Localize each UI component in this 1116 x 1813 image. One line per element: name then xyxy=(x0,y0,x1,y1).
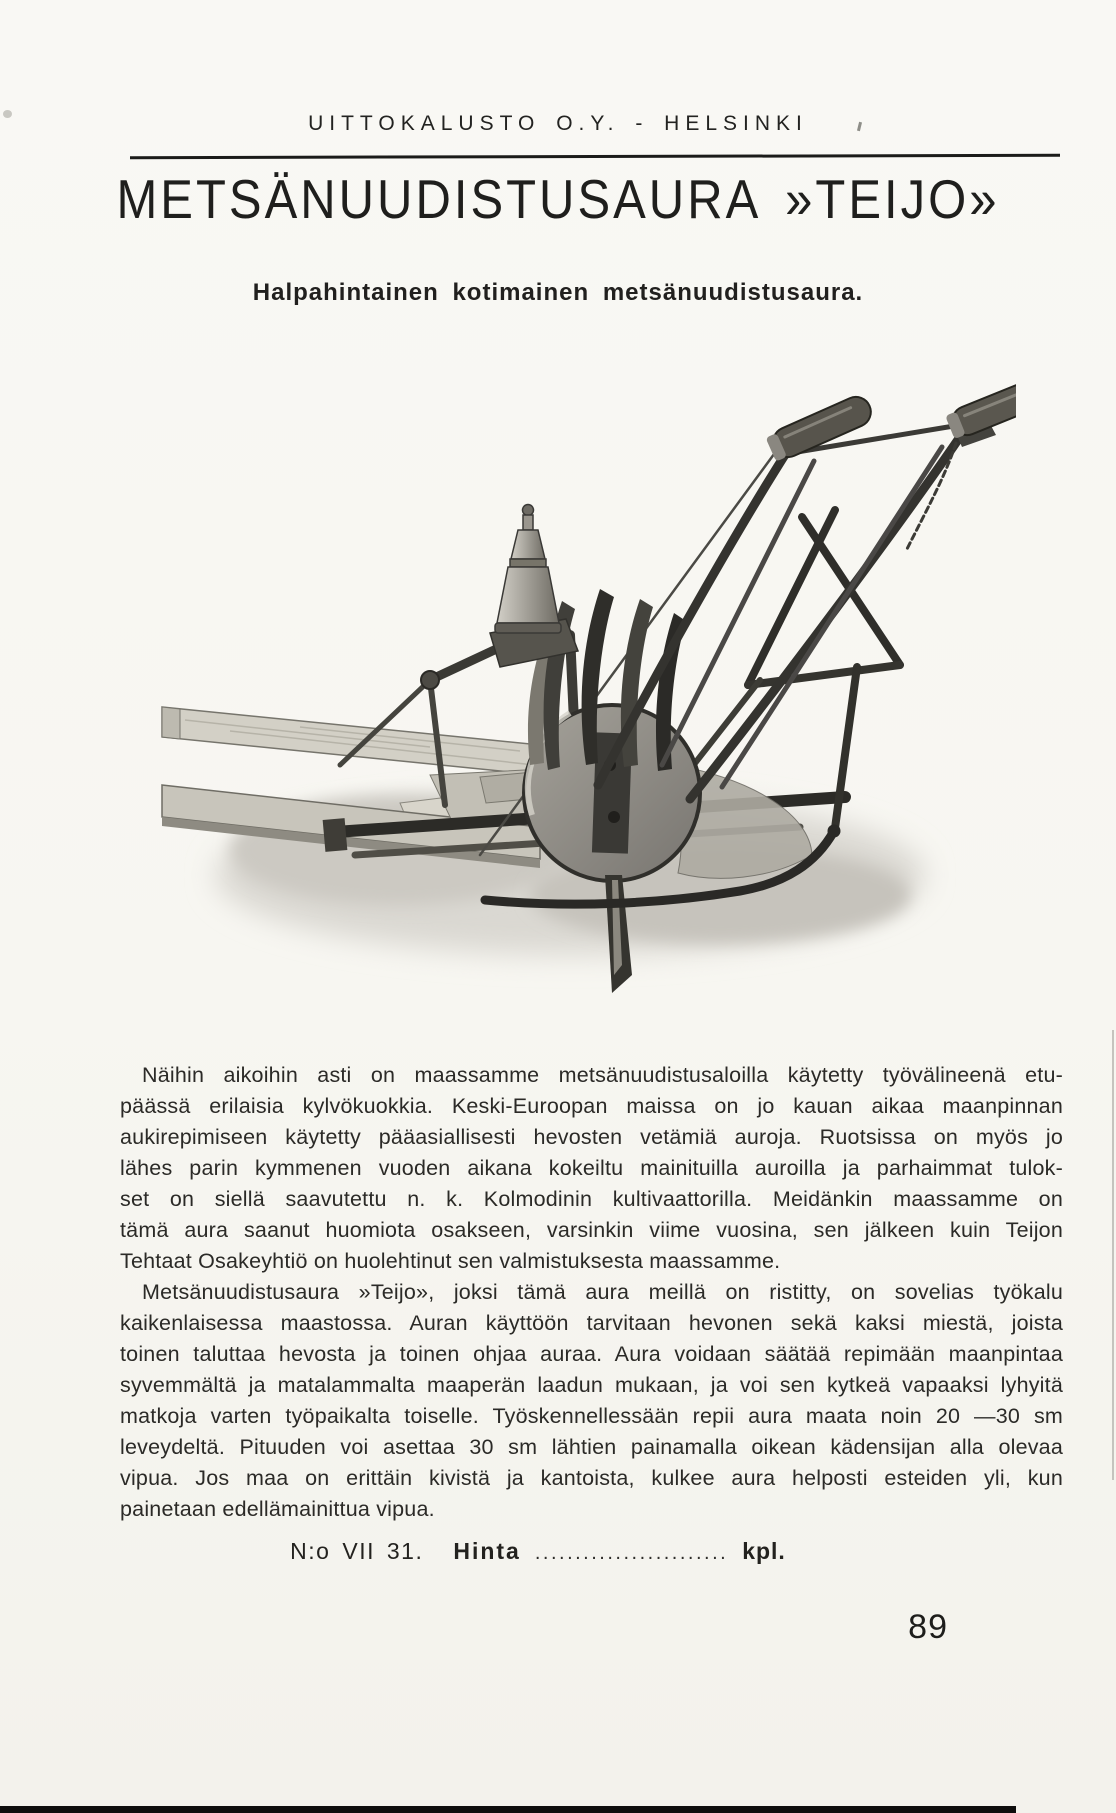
text-line: päässä erilaisia kylvökuokkia. Keski-Euroopan maissa on jo kauan aikaa maanpinnan xyxy=(120,1094,1063,1118)
text-line: toinen taluttaa hevosta ja toinen ohjaa auraa. Aura voidaan säätää repimään maanpintaa xyxy=(120,1342,1063,1366)
scan-bottom-bar xyxy=(0,1806,1016,1813)
article-number: N:o VII 31. xyxy=(290,1538,424,1564)
page-subtitle: Halpahintainen kotimainen metsänuudistusaura. xyxy=(252,279,864,306)
page-title: METSÄNUUDISTUSAURA »TEIJO» xyxy=(116,169,1000,231)
body-text xyxy=(120,1060,1063,1525)
text-line: matkoja varten työpaikalta toiselle. Työskennellessään repii aura maata noin 20 —30 sm xyxy=(120,1404,1063,1428)
publisher-header: UITTOKALUSTO O.Y. - HELSINKI xyxy=(308,112,808,135)
header-rule xyxy=(130,154,1060,159)
scan-edge-line xyxy=(1112,1030,1114,1480)
text-line: aukirepimiseen käytetty pääasiallisesti hevosten vetämiä auroja. Ruotsissa on myös jo xyxy=(120,1125,1063,1149)
price-label: Hinta xyxy=(453,1538,521,1564)
text-line: vipua. Jos maa on erittäin kivistä ja kantoista, kulkee aura helposti esteiden yli, kun xyxy=(120,1466,1063,1490)
text-line: Metsänuudistusaura »Teijo», joksi tämä aura meillä on ristitty, on sovelias työkalu xyxy=(142,1280,1063,1304)
text-line: kaikenlaisessa maastossa. Auran käyttöön tarvitaan hevonen sekä kaksi miestä, joista xyxy=(120,1311,1063,1335)
left-handle-grip xyxy=(765,392,876,463)
text-line: syvemmältä ja matalammalta maaperän laadun mukaan, ja voi sen kytkeä vapaaksi lyhyitä xyxy=(120,1373,1063,1397)
plow-illustration xyxy=(100,335,1016,1045)
unit-label: kpl. xyxy=(742,1538,786,1564)
right-handle-grip xyxy=(944,374,1016,441)
paragraph xyxy=(120,1060,1063,1277)
text-line: leveydeltä. Pituuden voi asettaa 30 sm lähtien painamalla oikean kädensijan alla olevaa xyxy=(120,1435,1063,1459)
text-line: painetaan edellämainittua vipua. xyxy=(120,1497,435,1521)
grease-cone xyxy=(495,505,561,634)
text-line: Näihin aikoihin asti on maassamme metsänuudistusaloilla käytetty työvälineenä etu- xyxy=(142,1063,1063,1087)
text-line: lähes parin kymmenen vuoden aikana kokeiltu mainituilla auroilla ja parhaimmat tulok- xyxy=(120,1156,1063,1180)
price-dotted-blank: ........................ xyxy=(534,1542,729,1564)
page-number: 89 xyxy=(908,1608,948,1646)
order-line xyxy=(0,1538,1096,1565)
paragraph xyxy=(120,1277,1063,1525)
scan-speck-corner xyxy=(3,110,12,118)
text-line: Tehtaat Osakeyhtiö on huolehtinut sen valmistuksesta maassamme. xyxy=(120,1249,781,1273)
text-line: tämä aura saanut huomiota osakseen, varsinkin viime vuosina, sen jälkeen kuin Teijon xyxy=(120,1218,1063,1242)
text-line: set on siellä saavutettu n. k. Kolmodinin kultivaattorilla. Meidänkin maassamme on xyxy=(120,1187,1063,1211)
